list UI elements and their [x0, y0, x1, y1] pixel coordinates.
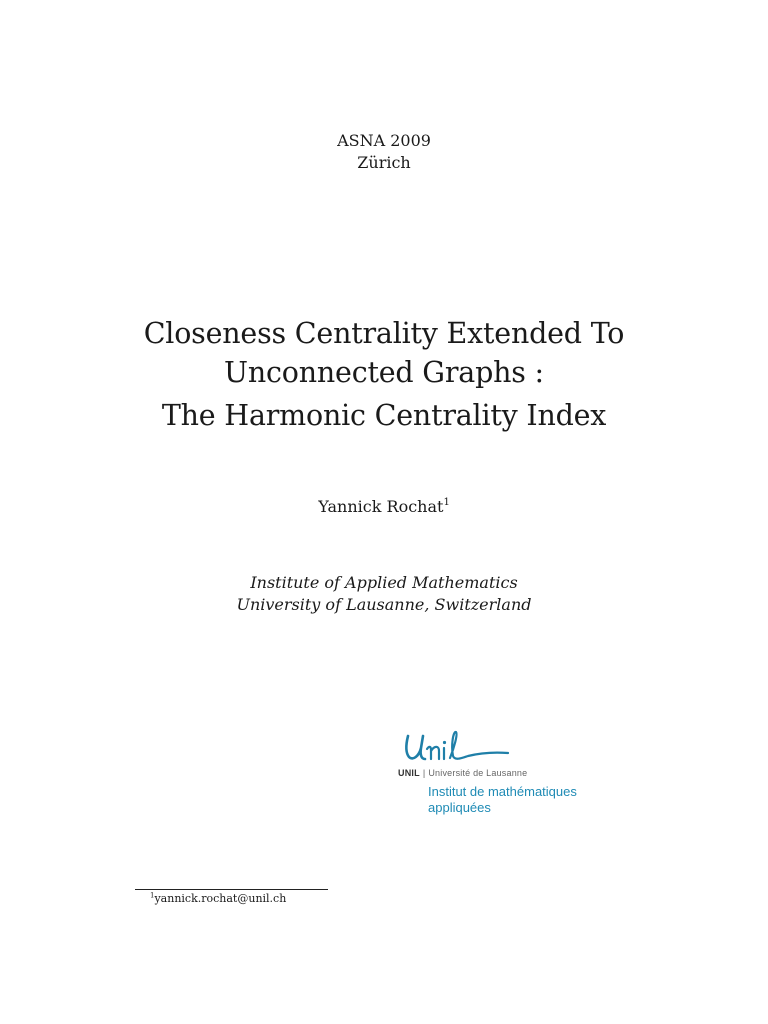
logo-separator: | [422, 768, 426, 778]
affiliation-line-1: Institute of Applied Mathematics [250, 573, 518, 592]
logo-university-name: Université de Lausanne [428, 768, 528, 778]
title-line-1: Closeness Centrality Extended To [143, 317, 625, 350]
conference-city: Zürich [357, 153, 411, 172]
footnote-rule [135, 889, 328, 890]
unil-logo-icon [396, 726, 516, 768]
footnote [150, 892, 286, 906]
logo-abbreviation: UNIL [398, 768, 420, 778]
logo-institute-line-1: Institut de mathématiques [428, 784, 577, 799]
author-name: Yannick Rochat [318, 497, 444, 516]
author [0, 496, 768, 518]
footnote-email: yannick.rochat@unil.ch [154, 892, 287, 905]
title-line-3: The Harmonic Centrality Index [161, 399, 607, 432]
author-footnote-mark: 1 [443, 496, 450, 508]
footnote-mark: 1 [150, 891, 155, 900]
title-line-2: Unconnected Graphs : [224, 356, 544, 389]
unil-logo [396, 726, 616, 826]
affiliation-line-2: University of Lausanne, Switzerland [236, 595, 532, 614]
logo-institute-line-2: appliquées [428, 800, 491, 815]
logo-university-line [398, 768, 527, 778]
logo-institute [428, 784, 577, 816]
conference-info [0, 130, 768, 174]
paper-title [0, 314, 768, 435]
conference-name: ASNA 2009 [337, 131, 431, 150]
affiliation [0, 572, 768, 616]
